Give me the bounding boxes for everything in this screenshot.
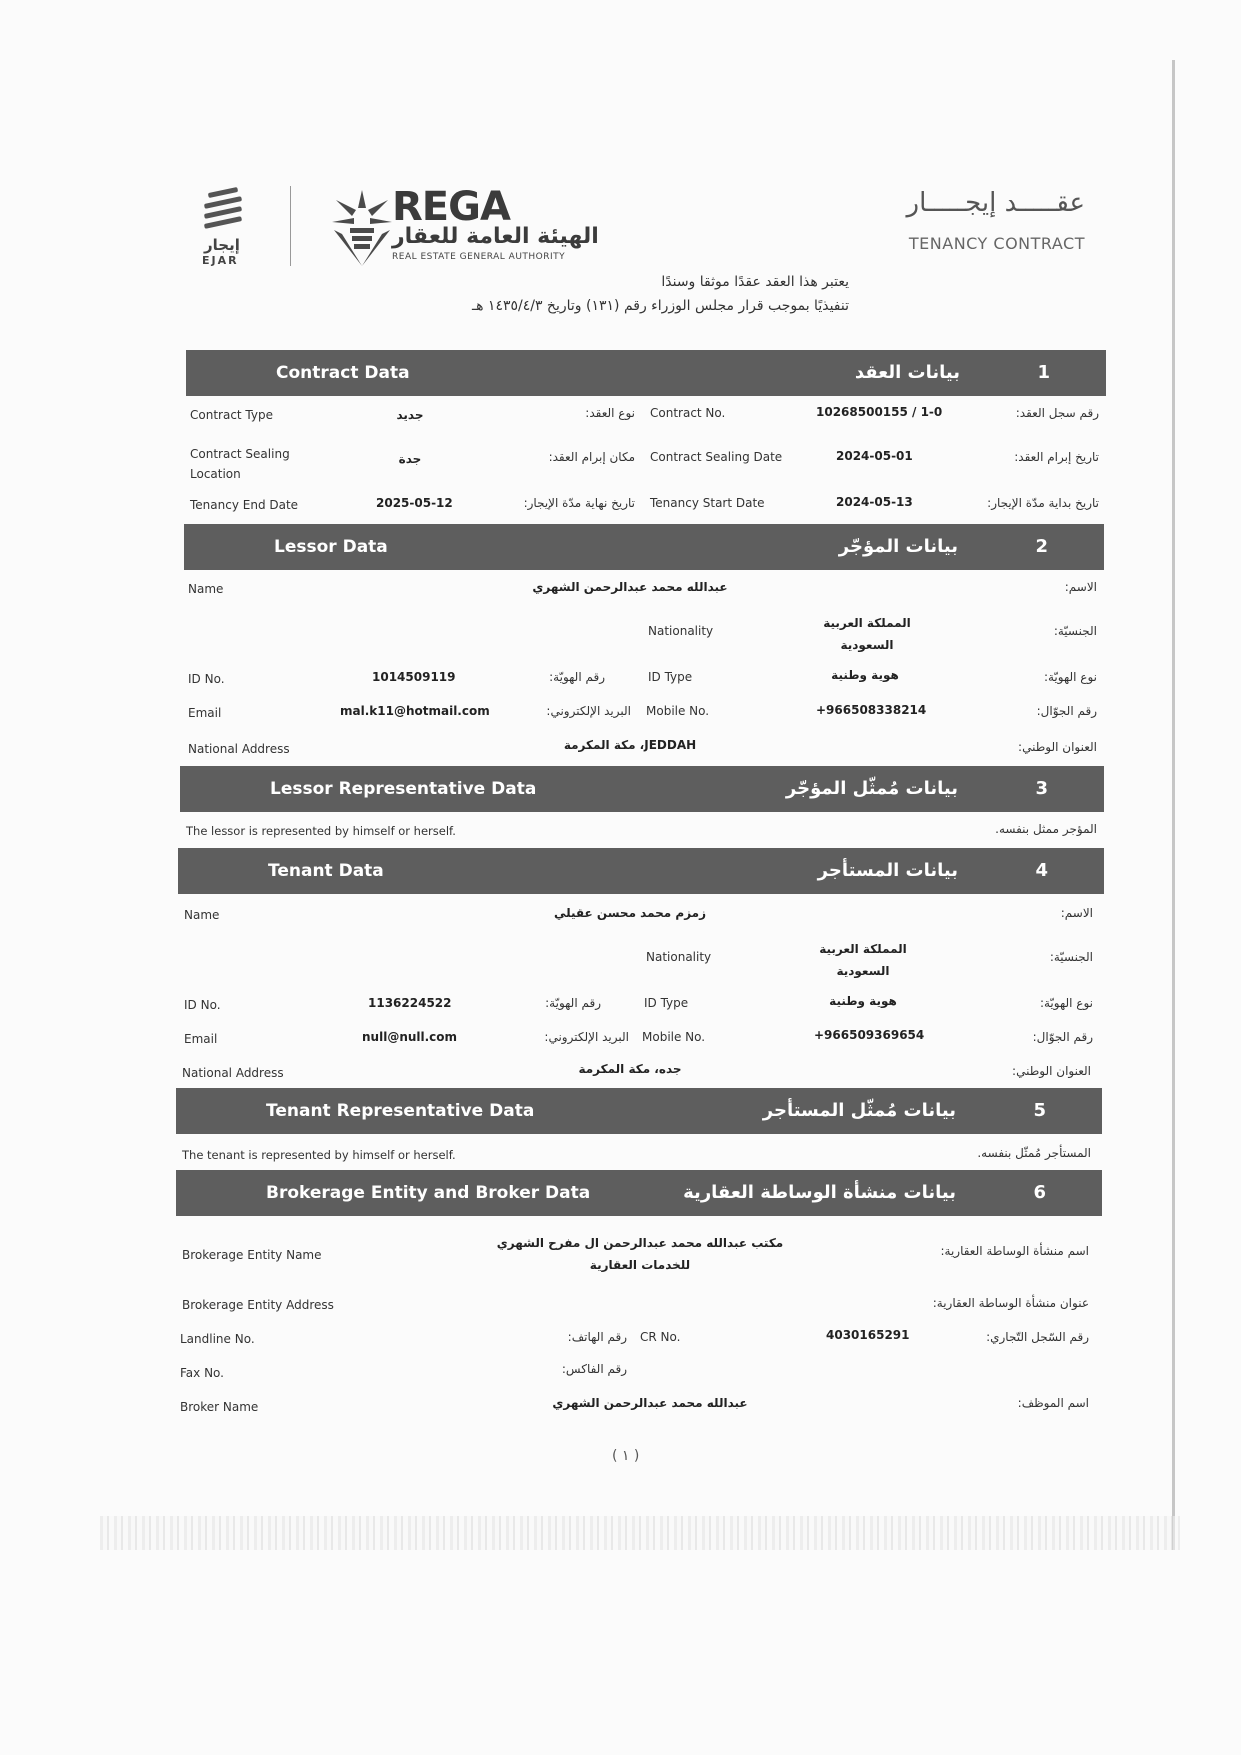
ejar-logo-english: EJAR xyxy=(202,254,239,267)
rega-emblem-icon xyxy=(330,186,394,268)
section-number: 4 xyxy=(1035,860,1048,881)
section-title-en: Lessor Representative Data xyxy=(270,779,537,799)
tenant-address-label: National Address xyxy=(182,1066,284,1080)
contract-type-value: جديد xyxy=(396,408,424,422)
sealing-date-label: Contract Sealing Date xyxy=(650,450,783,464)
brokerage-entity-name-label-ar: اسم منشأة الوساطة العقارية: xyxy=(940,1244,1089,1258)
section-title-ar: بيانات المستأجر xyxy=(817,860,958,881)
lessor-id-type-label-ar: نوع الهويّة: xyxy=(1043,670,1097,684)
section-title-en: Contract Data xyxy=(276,363,410,383)
end-date-label-ar: تاريخ نهاية مدّة الإيجار: xyxy=(523,496,635,510)
tenant-nationality-label: Nationality xyxy=(646,950,712,964)
lessor-address-label-ar: العنوان الوطني: xyxy=(1018,740,1097,754)
tenant-id-no-label: ID No. xyxy=(184,998,221,1012)
tenant-id-type-label-ar: نوع الهويّة: xyxy=(1039,996,1093,1010)
contract-type-label-ar: نوع العقد: xyxy=(585,406,635,420)
tenant-mobile-label: Mobile No. xyxy=(642,1030,706,1044)
section-bar-tenant-representative xyxy=(176,1088,1102,1134)
section-title-en: Tenant Data xyxy=(268,861,384,881)
sealing-date-value: 2024-05-01 xyxy=(836,449,913,463)
tenant-email-label-ar: البريد الإلكتروني: xyxy=(544,1030,629,1044)
tenant-name-label-ar: الاسم: xyxy=(1060,906,1093,920)
lessor-email-label-ar: البريد الإلكتروني: xyxy=(546,704,631,718)
scan-edge-shadow xyxy=(1172,60,1175,1550)
intro-line-2: تنفيذيًا بموجب قرار مجلس الوزراء رقم (١٣١) وتاريخ ١٤٣٥/٤/٣ هـ xyxy=(471,298,849,314)
ejar-logo xyxy=(198,190,258,270)
lessor-address-value: JEDDAH، مكة المكرمة xyxy=(563,738,697,752)
tenant-mobile-label-ar: رقم الجوّال: xyxy=(1032,1030,1093,1044)
tenant-nationality-value: المملكة العربية السعودية xyxy=(819,942,907,978)
section-bar-brokerage xyxy=(176,1170,1102,1216)
tenant-email-label: Email xyxy=(184,1032,218,1046)
document-title-arabic: عقـــــد إيجـــــار xyxy=(906,188,1085,218)
tenant-mobile-value: +966509369654 xyxy=(814,1028,925,1042)
lessor-rep-note-ar: المؤجر ممثل بنفسه. xyxy=(995,822,1097,836)
section-number: 6 xyxy=(1033,1182,1046,1203)
scan-noise-strip xyxy=(100,1516,1180,1550)
section-title-ar: بيانات مُمثّل المؤجّر xyxy=(785,778,958,799)
lessor-id-type-label: ID Type xyxy=(648,670,693,684)
tenant-nationality-label-ar: الجنسيّة: xyxy=(1049,950,1093,964)
rega-logo-subtitle: REAL ESTATE GENERAL AUTHORITY xyxy=(392,252,566,262)
end-date-value: 2025-05-12 xyxy=(376,496,453,510)
section-title-ar: بيانات منشأة الوساطة العقارية xyxy=(683,1182,956,1203)
tenant-id-type-value: هوية وطنية xyxy=(829,994,897,1008)
tenant-name-value: زمزم محمد محسن عقيلي xyxy=(553,906,707,920)
sealing-date-label-ar: تاريخ إبرام العقد: xyxy=(1014,450,1099,464)
lessor-address-label: National Address xyxy=(188,742,290,756)
end-date-label: Tenancy End Date xyxy=(190,498,299,512)
fax-label: Fax No. xyxy=(180,1366,224,1380)
broker-name-value: عبدالله محمد عبدالرحمن الشهري xyxy=(552,1396,748,1410)
brokerage-entity-address-label-ar: عنوان منشأة الوساطة العقارية: xyxy=(932,1296,1089,1310)
brokerage-entity-name-label: Brokerage Entity Name xyxy=(182,1248,322,1262)
cr-no-value: 4030165291 xyxy=(826,1328,910,1342)
landline-label: Landline No. xyxy=(180,1332,255,1346)
tenant-id-type-label: ID Type xyxy=(644,996,689,1010)
lessor-mobile-value: +966508338214 xyxy=(816,703,927,717)
section-title-en: Tenant Representative Data xyxy=(266,1101,535,1121)
cr-no-label-ar: رقم السّجل التّجاري: xyxy=(986,1330,1089,1344)
brokerage-entity-address-label: Brokerage Entity Address xyxy=(182,1298,334,1312)
section-bar-contract xyxy=(186,350,1106,396)
lessor-mobile-label-ar: رقم الجوّال: xyxy=(1036,704,1097,718)
section-title-ar: بيانات مُمثّل المستأجر xyxy=(762,1100,956,1121)
sealing-location-label: Contract Sealing Location xyxy=(190,447,290,481)
contract-no-label-ar: رقم سجل العقد: xyxy=(1015,406,1099,420)
section-title-ar: بيانات المؤجّر xyxy=(838,536,958,557)
intro-line-1: يعتبر هذا العقد عقدًا موثقا وسندًا xyxy=(661,274,849,290)
broker-name-label: Broker Name xyxy=(180,1400,259,1414)
tenant-id-no-value: 1136224522 xyxy=(368,996,452,1010)
start-date-label: Tenancy Start Date xyxy=(650,496,765,510)
document-title-english: TENANCY CONTRACT xyxy=(908,234,1085,253)
section-bar-lessor-representative xyxy=(180,766,1104,812)
page-number: ( ١ ) xyxy=(612,1448,640,1464)
tenant-address-label-ar: العنوان الوطني: xyxy=(1012,1064,1091,1078)
tenant-name-label: Name xyxy=(184,908,220,922)
lessor-email-value: mal.k11@hotmail.com xyxy=(340,704,490,718)
lessor-nationality-label: Nationality xyxy=(648,624,714,638)
tenant-rep-note-en: The tenant is represented by himself or herself. xyxy=(182,1148,456,1162)
section-title-ar: بيانات العقد xyxy=(854,362,960,383)
lessor-id-type-value: هوية وطنية xyxy=(831,668,899,682)
lessor-name-label: Name xyxy=(188,582,224,596)
section-title-en: Lessor Data xyxy=(274,537,388,557)
broker-name-label-ar: اسم الموظف: xyxy=(1017,1396,1089,1410)
sealing-location-label-ar: مكان إبرام العقد: xyxy=(548,450,635,464)
lessor-nationality-value: المملكة العربية السعودية xyxy=(823,616,911,652)
lessor-id-no-label-ar: رقم الهويّة: xyxy=(549,670,605,684)
lessor-rep-note-en: The lessor is represented by himself or herself. xyxy=(186,824,456,838)
lessor-id-no-label: ID No. xyxy=(188,672,225,686)
cr-no-label: CR No. xyxy=(640,1330,681,1344)
section-number: 5 xyxy=(1033,1100,1046,1121)
section-bar-lessor xyxy=(184,524,1104,570)
ejar-logo-arabic: إيجار xyxy=(204,236,240,254)
section-title-en: Brokerage Entity and Broker Data xyxy=(266,1183,591,1203)
section-bar-tenant xyxy=(178,848,1104,894)
tenant-rep-note-ar: المستأجر مُمثّل بنفسه. xyxy=(977,1146,1091,1160)
contract-no-label: Contract No. xyxy=(650,406,726,420)
rega-logo-english: REGA xyxy=(392,184,510,230)
rega-logo-arabic: الهيئة العامة للعقار xyxy=(392,224,599,249)
section-number: 2 xyxy=(1035,536,1048,557)
sealing-location-value: جدة xyxy=(398,452,422,466)
lessor-id-no-value: 1014509119 xyxy=(372,670,456,684)
section-number: 1 xyxy=(1037,362,1050,383)
tenant-email-value: null@null.com xyxy=(362,1030,458,1044)
section-number: 3 xyxy=(1035,778,1048,799)
start-date-value: 2024-05-13 xyxy=(836,495,913,509)
contract-type-label: Contract Type xyxy=(190,408,273,422)
header-divider xyxy=(290,186,291,266)
lessor-mobile-label: Mobile No. xyxy=(646,704,710,718)
tenant-address-value: جده، مكة المكرمة xyxy=(578,1062,682,1076)
lessor-name-value: عبدالله محمد عبدالرحمن الشهري xyxy=(532,580,728,594)
start-date-label-ar: تاريخ بداية مدّة الإيجار: xyxy=(987,496,1099,510)
lessor-name-label-ar: الاسم: xyxy=(1064,580,1097,594)
landline-label-ar: رقم الهاتف: xyxy=(567,1330,627,1344)
brokerage-entity-name-value: مكتب عبدالله محمد عبدالرحمن ال مفرح الشهري للخدمات العقارية xyxy=(496,1236,784,1272)
lessor-nationality-label-ar: الجنسيّة: xyxy=(1053,624,1097,638)
contract-no-value: 10268500155 / 1-0 xyxy=(816,405,943,419)
lessor-email-label: Email xyxy=(188,706,222,720)
tenant-id-no-label-ar: رقم الهويّة: xyxy=(545,996,601,1010)
fax-label-ar: رقم الفاكس: xyxy=(561,1362,627,1376)
